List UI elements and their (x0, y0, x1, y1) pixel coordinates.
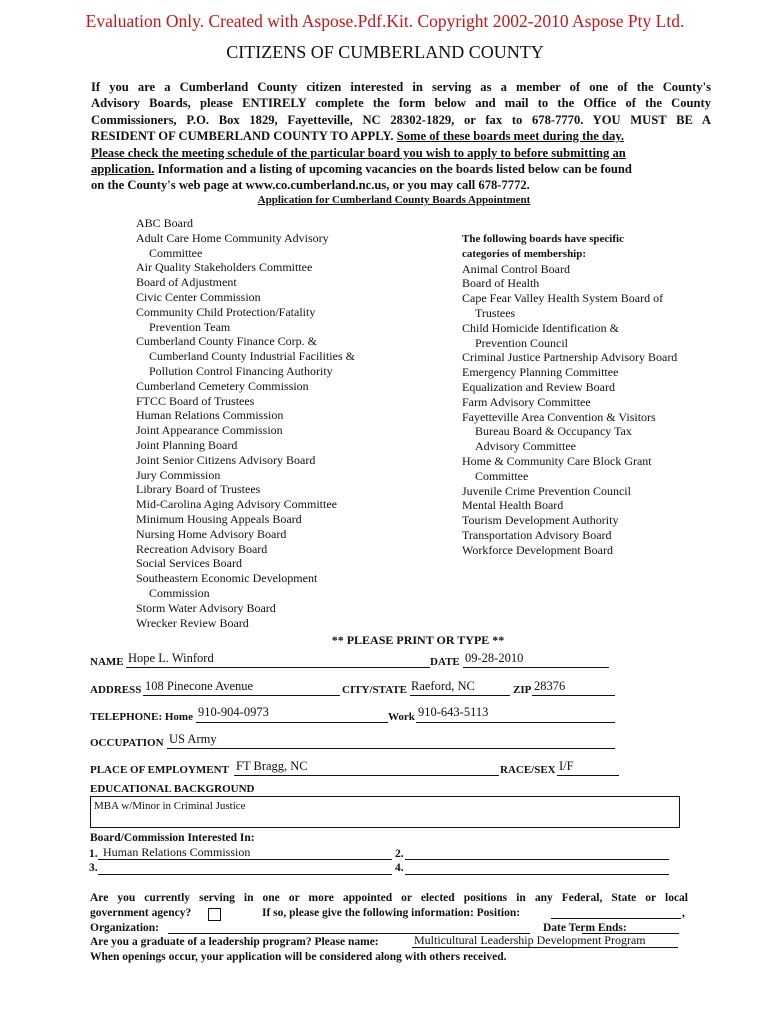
special-board-list-item: Child Homicide Identification & (462, 320, 619, 335)
intro-paragraph (91, 79, 711, 194)
special-board-list-item: Fayetteville Area Convention & Visitors (462, 409, 656, 424)
interest-number-1: 1. (89, 848, 98, 860)
special-board-list-item: Emergency Planning Committee (462, 365, 619, 380)
employment-label: PLACE OF EMPLOYMENT (90, 764, 229, 776)
interest-field-2[interactable] (405, 845, 669, 860)
print-instruction: ** PLEASE PRINT OR TYPE ** (331, 633, 505, 647)
interest-number-2: 2. (395, 848, 404, 860)
board-list-item: Commission (149, 585, 210, 600)
intro-line: If you are a Cumberland County citizen interested in serving as a member of one of the County's (91, 80, 711, 94)
board-list-item: Adult Care Home Community Advisory (136, 230, 329, 245)
board-list-item: Pollution Control Financing Authority (149, 363, 333, 378)
interest-field-4[interactable] (405, 860, 669, 875)
occupation-field[interactable] (167, 734, 615, 749)
interest-number-3: 3. (89, 862, 98, 874)
education-label: EDUCATIONAL BACKGROUND (90, 783, 255, 795)
application-word: application. (91, 162, 155, 177)
board-list-item: Prevention Team (149, 319, 231, 334)
closing-note: When openings occur, your application will be considered along with others received. (90, 951, 507, 963)
special-boards-heading: categories of membership: (462, 247, 587, 260)
intro-line: on the County's web page at www.co.cumberland.nc.us, or you may call 678-7772. (91, 178, 530, 193)
position-label: If so, please give the following information: Position: (262, 907, 521, 919)
board-list-item: Southeastern Economic Development (136, 571, 318, 586)
date-label: DATE (430, 656, 460, 668)
race-sex-value: I/F (559, 759, 574, 773)
board-list-item: Nursing Home Advisory Board (136, 526, 287, 541)
board-list-item: ABC Board (136, 216, 193, 230)
special-board-list-item: Prevention Council (475, 335, 568, 350)
name-label: NAME (90, 656, 124, 668)
board-list-item: Joint Appearance Commission (136, 423, 283, 438)
education-value: MBA w/Minor in Criminal Justice (94, 800, 246, 812)
special-board-list-item: Mental Health Board (462, 498, 564, 513)
address-label: ADDRESS (90, 684, 142, 696)
special-board-list-item: Board of Health (462, 276, 540, 291)
name-value: Hope L. Winford (128, 651, 214, 665)
board-list-item: Community Child Protection/Fatality (136, 304, 316, 319)
address-value: 108 Pinecone Avenue (145, 679, 254, 693)
board-list-item: Mid-Carolina Aging Advisory Committee (136, 497, 337, 512)
special-board-list-item: Juvenile Crime Prevention Council (462, 483, 631, 498)
board-list-item: Storm Water Advisory Board (136, 600, 276, 615)
special-boards-heading: The following boards have specific (462, 233, 624, 245)
special-board-list-item: Workforce Development Board (462, 542, 613, 557)
interest-value-1: Human Relations Commission (103, 845, 251, 859)
intro-line (91, 128, 711, 144)
watermark: Evaluation Only. Created with Aspose.Pdf.Kit. Copyright 2002-2010 Aspose Pty Ltd. (85, 11, 685, 31)
race-sex-label: RACE/SEX (500, 764, 556, 776)
special-board-list-item: Farm Advisory Committee (462, 394, 591, 409)
organization-field[interactable] (168, 920, 530, 934)
board-list-item: Civic Center Commission (136, 289, 261, 304)
board-list-item: Recreation Advisory Board (136, 541, 268, 556)
special-board-list-item: Transportation Advisory Board (462, 527, 612, 542)
intro-line: Commissioners, P.O. Box 1829, Fayetteville, NC 28302-1829, or fax to 678-7770. YOU MUST BE A (91, 112, 711, 127)
special-board-list-item: Trustees (475, 305, 516, 320)
page-title: CITIZENS OF CUMBERLAND COUNTY (226, 42, 544, 62)
city-state-label: CITY/STATE (342, 684, 408, 696)
intro-line: Please check the meeting schedule of the particular board you wish to apply to before submitting an (91, 145, 626, 160)
occupation-value: US Army (169, 732, 217, 746)
board-list-item: Cumberland County Industrial Facilities & (149, 349, 355, 364)
employment-value: FT Bragg, NC (236, 759, 308, 773)
leadership-question: Are you a graduate of a leadership program? Please name: (90, 936, 379, 948)
home-phone-value: 910-904-0973 (198, 705, 269, 719)
boards-list-left (136, 216, 355, 630)
board-list-item: Library Board of Trustees (136, 482, 261, 497)
info-text: Information and a listing of upcoming vacancies on the boards listed below can be found (154, 162, 632, 177)
special-board-list-item: Tourism Development Authority (462, 513, 619, 528)
zip-label: ZIP (513, 684, 532, 696)
intro-line: Advisory Boards, please ENTIRELY complete the form below and mail to the Office of the County (91, 96, 711, 111)
interest-number-4: 4. (395, 862, 404, 874)
special-board-list-item: Bureau Board & Occupancy Tax (475, 424, 632, 439)
board-list-item: Joint Senior Citizens Advisory Board (136, 452, 316, 467)
position-comma: , (682, 907, 685, 919)
telephone-label: TELEPHONE: Home (90, 711, 193, 723)
board-list-item: Social Services Board (136, 556, 242, 571)
checkbox-icon (208, 908, 221, 921)
position-field[interactable] (551, 905, 681, 919)
interest-field-3[interactable] (98, 860, 392, 875)
residency-notice: RESIDENT OF CUMBERLAND COUNTY TO APPLY. (91, 129, 397, 144)
board-list-item: Air Quality Stakeholders Committee (136, 260, 313, 275)
board-list-item: Minimum Housing Appeals Board (136, 511, 302, 526)
board-list-item: Cumberland Cemetery Commission (136, 378, 309, 393)
special-board-list-item: Home & Community Care Block Grant (462, 453, 652, 468)
board-list-item: Board of Adjustment (136, 275, 237, 290)
board-list-item: FTCC Board of Trustees (136, 393, 255, 408)
education-field[interactable] (90, 796, 680, 828)
occupation-label: OCCUPATION (90, 737, 164, 749)
board-list-item: Joint Planning Board (136, 437, 238, 452)
special-board-list-item: Committee (475, 468, 529, 483)
board-list-item: Human Relations Commission (136, 408, 284, 423)
agency-question-cont: government agency? (90, 907, 192, 919)
special-board-list-item: Advisory Committee (475, 439, 576, 454)
zip-value: 28376 (534, 679, 566, 693)
term-ends-field[interactable] (582, 920, 679, 934)
special-board-list-item: Cape Fear Valley Health System Board of (462, 291, 664, 306)
special-board-list-item: Equalization and Review Board (462, 379, 615, 394)
date-value: 09-28-2010 (465, 651, 524, 665)
board-list-item: Committee (149, 245, 203, 260)
work-phone-label: Work (388, 711, 415, 723)
term-ends-label: Date Term Ends: (543, 922, 627, 934)
city-state-value: Raeford, NC (411, 679, 475, 693)
boards-list-right (462, 232, 677, 558)
schedule-notice: Some of these boards meet during the day. (396, 129, 625, 144)
interest-label: Board/Commission Interested In: (90, 832, 255, 844)
organization-label: Organization: (90, 922, 159, 934)
leadership-value: Multicultural Leadership Development Program (414, 933, 646, 947)
special-board-list-item: Animal Control Board (462, 261, 570, 276)
board-list-item: Wrecker Review Board (136, 615, 249, 630)
form-subtitle: Application for Cumberland County Boards Appointment (257, 194, 531, 206)
board-list-item: Jury Commission (136, 467, 221, 482)
work-phone-value: 910-643-5113 (418, 705, 489, 719)
special-board-list-item: Criminal Justice Partnership Advisory Board (462, 350, 678, 365)
board-list-item: Cumberland County Finance Corp. & (136, 334, 317, 349)
agency-question: Are you currently serving in one or more appointed or elected positions in any Federal, State or local (90, 892, 688, 904)
intro-line (91, 161, 711, 177)
